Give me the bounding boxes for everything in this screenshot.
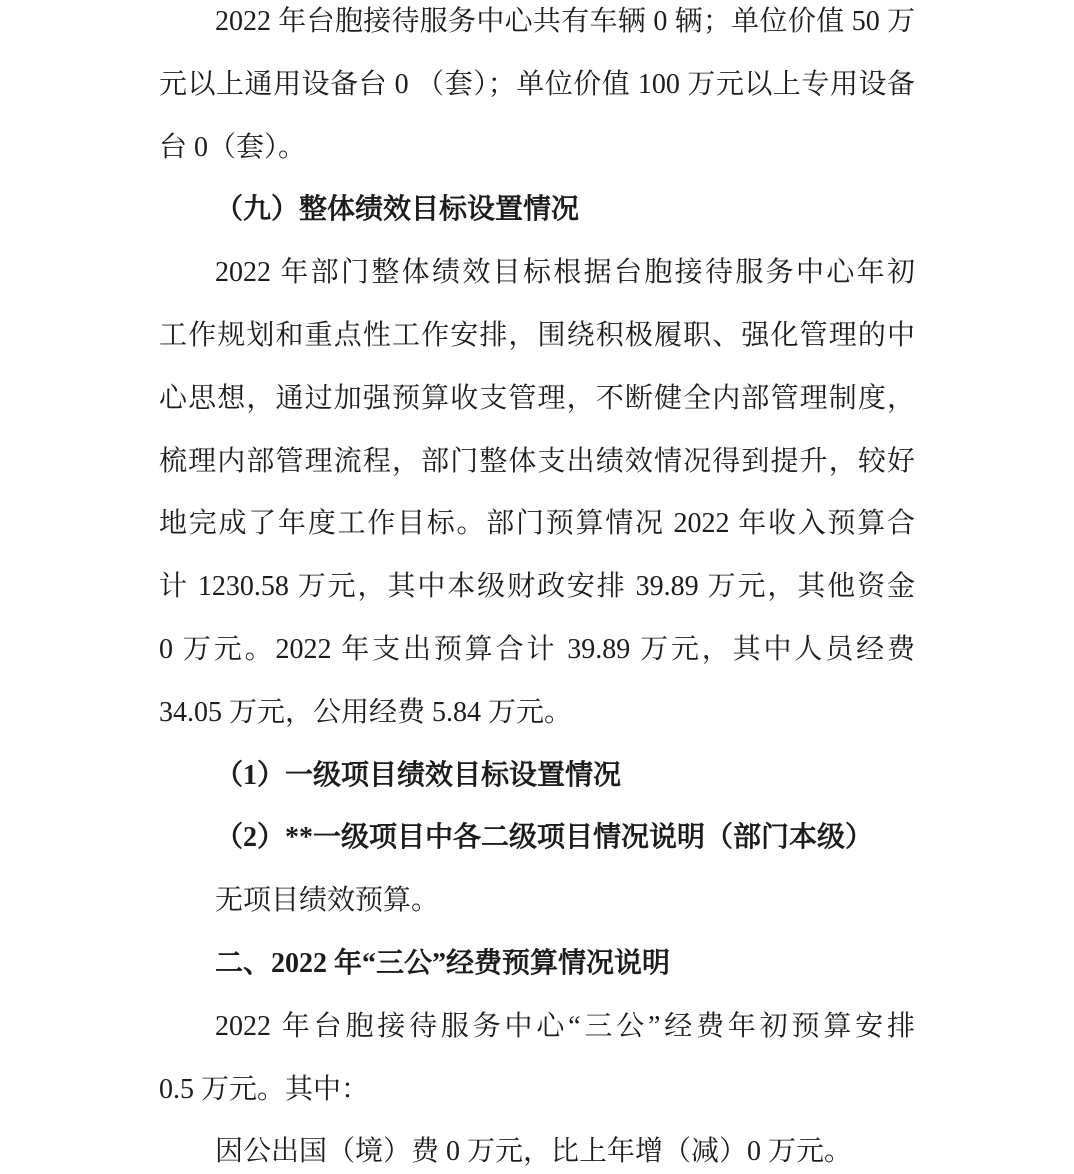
body-text-line: 因公出国（境）费 0 万元，比上年增（减）0 万元。 xyxy=(215,1136,853,1168)
body-text-line: 计 1230.58 万元，其中本级财政安排 39.89 万元，其他资金 xyxy=(159,571,915,603)
subheading-item-1: （1）一级项目绩效目标设置情况 xyxy=(215,759,622,791)
body-text-line: 无项目绩效预算。 xyxy=(215,885,440,917)
document-text-block xyxy=(159,0,915,1174)
body-text-line: 元以上通用设备台 0 （套）；单位价值 100 万元以上专用设备 xyxy=(159,68,915,100)
body-text-line: 台 0（套）。 xyxy=(159,131,307,163)
subheading-item-2: （2）**一级项目中各二级项目情况说明（部门本级） xyxy=(215,822,874,854)
body-text-line: 工作规划和重点性工作安排，围绕积极履职、强化管理的中 xyxy=(159,319,915,351)
body-text-line: 梳理内部管理流程，部门整体支出绩效情况得到提升，较好 xyxy=(159,445,915,477)
body-text-line: 2022 年部门整体绩效目标根据台胞接待服务中心年初 xyxy=(215,257,915,289)
body-text-line: 0 万元。2022 年支出预算合计 39.89 万元，其中人员经费 xyxy=(159,633,915,665)
body-text-line: 心思想，通过加强预算收支管理，不断健全内部管理制度， xyxy=(159,382,915,414)
section-heading-nine: （九）整体绩效目标设置情况 xyxy=(215,194,580,226)
body-text-line: 34.05 万元，公用经费 5.84 万元。 xyxy=(159,696,573,728)
section-heading-two: 二、2022 年“三公”经费预算情况说明 xyxy=(215,947,671,979)
body-text-line: 2022 年台胞接待服务中心“三公”经费年初预算安排 xyxy=(215,1010,915,1042)
body-text-line: 0.5 万元。其中： xyxy=(159,1073,370,1105)
body-text-line: 2022 年台胞接待服务中心共有车辆 0 辆；单位价值 50 万 xyxy=(215,6,915,37)
body-text-line: 地完成了年度工作目标。部门预算情况 2022 年收入预算合 xyxy=(159,508,915,540)
